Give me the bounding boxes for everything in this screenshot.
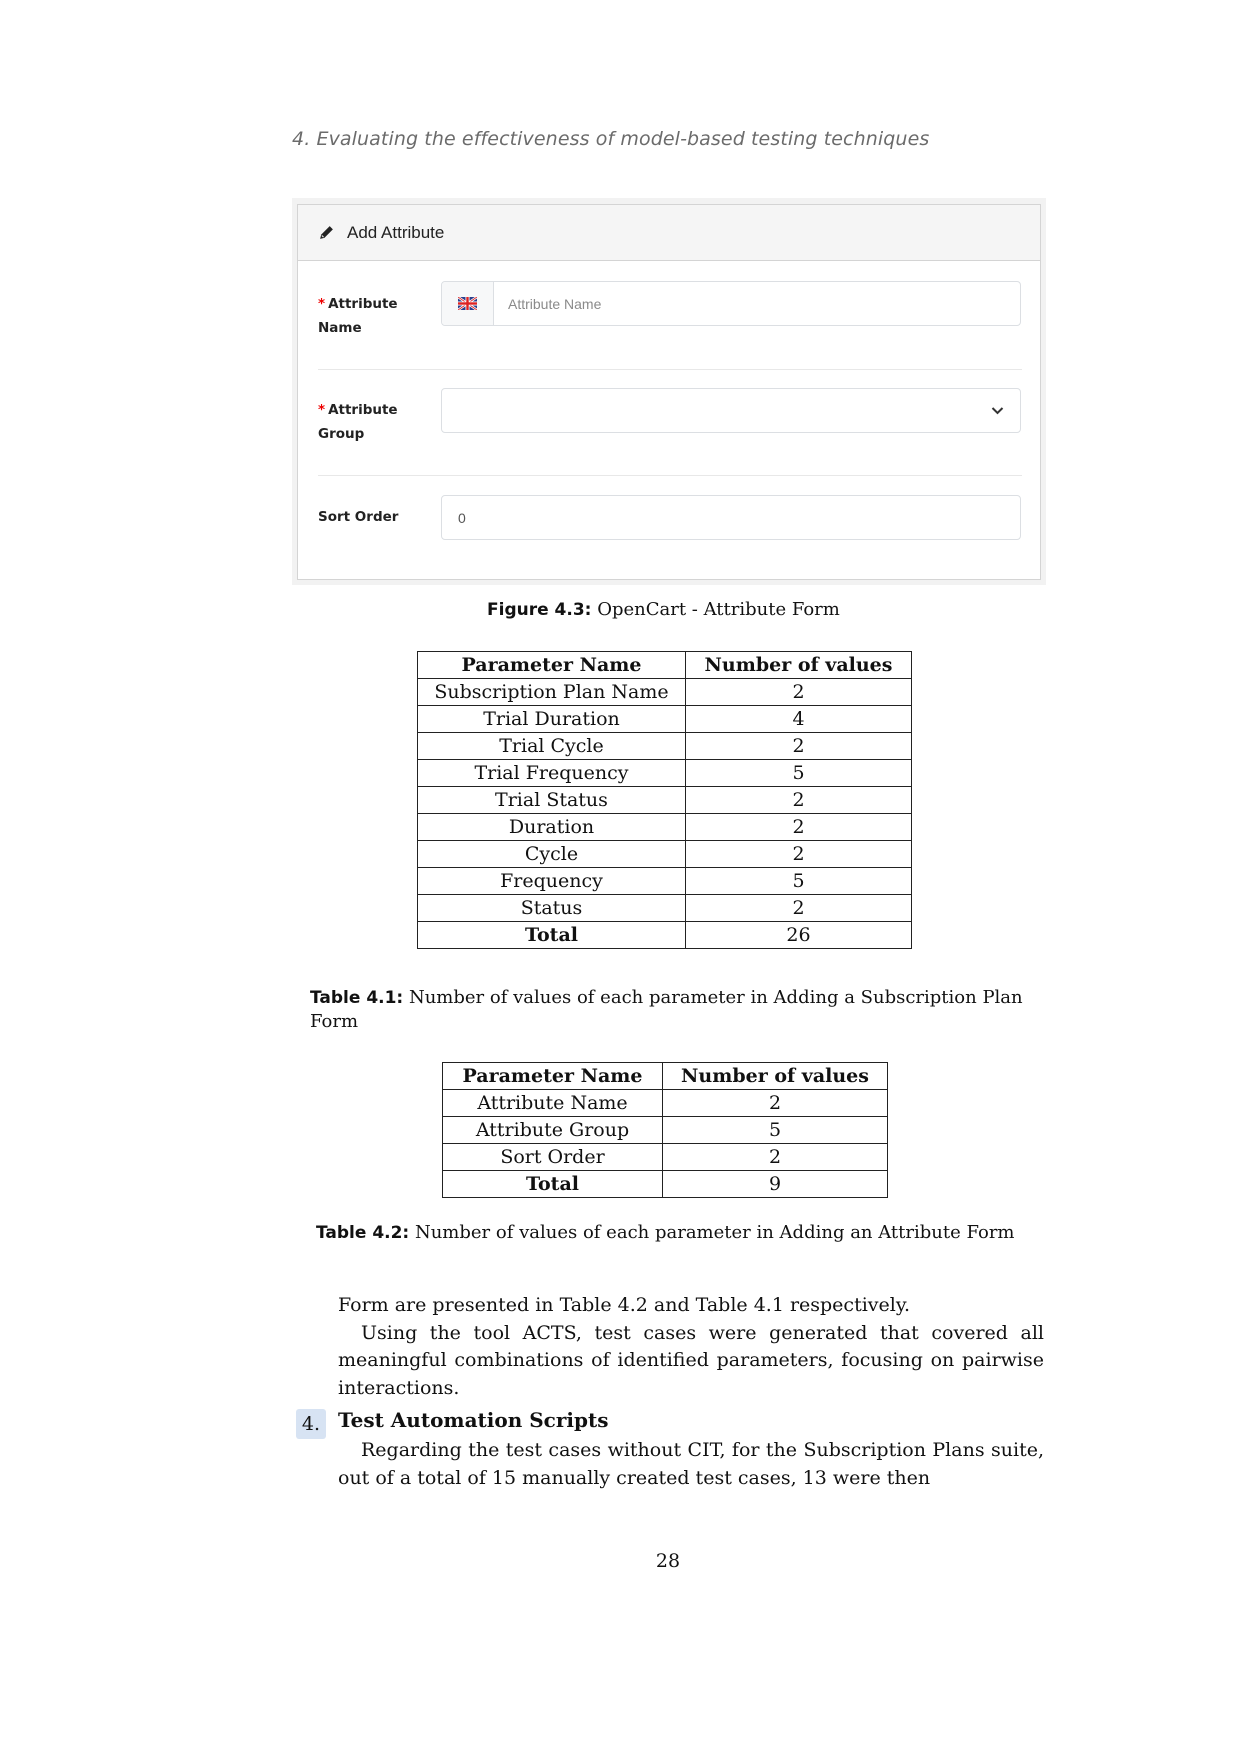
body-paragraph-automation: Regarding the test cases without CIT, for the Subscription Plans suite, out of a total of 15 manually created test cases, 13 were then	[338, 1439, 1044, 1489]
attribute-name-label: * Attribute Name	[318, 296, 398, 336]
language-addon	[442, 282, 494, 325]
table-row: Trial Duration 4	[418, 706, 912, 733]
sort-order-value: 0	[458, 509, 466, 526]
table-4-2	[442, 1062, 888, 1198]
table-caption-label: Table 4.2:	[316, 1223, 410, 1243]
header-dotted-rule	[928, 142, 1240, 150]
table-total-row: Total 26	[418, 922, 912, 949]
attribute-group-select[interactable]	[441, 388, 1021, 433]
body-paragraph: Form are presented in Table 4.2 and Table 4.1 respectively. Using the tool ACTS, test cases were generated that covered all meaningful combinations of identified parameters, focusing on pairwise interactions.	[338, 1292, 1044, 1402]
required-marker: *	[318, 402, 326, 418]
table-header-row: Parameter Name Number of values	[443, 1063, 888, 1090]
table-row: Attribute Name 2	[443, 1090, 888, 1117]
table-row: Cycle 2	[418, 841, 912, 868]
running-header: 4. Evaluating the effectiveness of model-based testing techniques	[292, 128, 930, 150]
attribute-name-placeholder: Attribute Name	[508, 295, 602, 312]
table-row: Status 2	[418, 895, 912, 922]
table-row: Trial Status 2	[418, 787, 912, 814]
figure-caption-text: OpenCart - Attribute Form	[597, 599, 840, 620]
table-row: Sort Order 2	[443, 1144, 888, 1171]
required-marker: *	[318, 296, 326, 312]
table-row: Trial Cycle 2	[418, 733, 912, 760]
table-header-row: Parameter Name Number of values	[418, 652, 912, 679]
form-divider	[318, 369, 1022, 370]
table-4-1-caption: Table 4.1: Number of values of each parameter in Adding a Subscription Plan Form	[310, 987, 1023, 1032]
page-number: 28	[655, 1550, 681, 1572]
table-4-2-caption: Table 4.2: Number of values of each parameter in Adding an Attribute Form	[316, 1222, 1015, 1243]
attribute-group-label: * Attribute Group	[318, 402, 398, 442]
table-4-1	[417, 651, 912, 949]
panel-header	[298, 205, 1040, 261]
table-row: Frequency 5	[418, 868, 912, 895]
table-caption-label: Table 4.1:	[310, 988, 404, 1008]
table-total-row: Total 9	[443, 1171, 888, 1198]
figure-caption	[487, 599, 840, 620]
section-number-badge: 4.	[296, 1409, 326, 1439]
sort-order-input[interactable]	[441, 495, 1021, 540]
table-row: Trial Frequency 5	[418, 760, 912, 787]
table-row: Subscription Plan Name 2	[418, 679, 912, 706]
panel-title: Add Attribute	[347, 222, 445, 242]
uk-flag-icon	[458, 297, 477, 310]
figure-caption-label: Figure 4.3:	[487, 600, 592, 620]
table-row: Duration 2	[418, 814, 912, 841]
body-paragraph-acts: Using the tool ACTS, test cases were generated that covered all meaningful combinations of identified parameters, focusing on pairwise interactions.	[338, 1321, 1044, 1399]
chevron-down-icon	[991, 406, 1004, 415]
form-divider	[318, 475, 1022, 476]
section-title: Test Automation Scripts	[338, 1408, 609, 1432]
attribute-name-input[interactable]	[441, 281, 1021, 326]
pencil-icon	[318, 224, 335, 241]
table-row: Attribute Group 5	[443, 1117, 888, 1144]
sort-order-label: Sort Order	[318, 509, 399, 525]
